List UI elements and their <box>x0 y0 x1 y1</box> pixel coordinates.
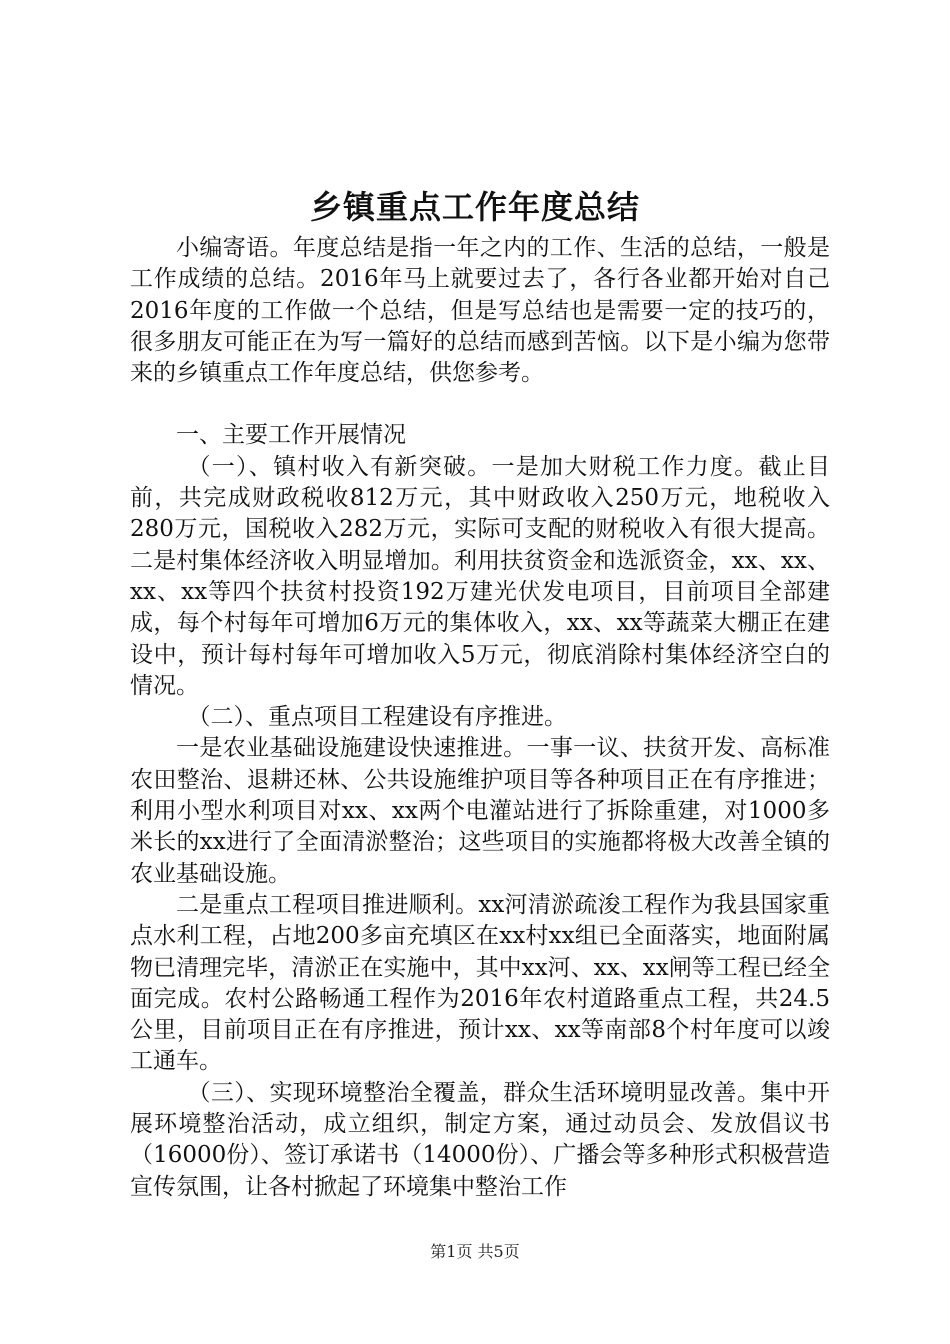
paragraph-key-engineering-projects: 二是重点工程项目推进顺利。xx河清淤疏浚工程作为我县国家重点水利工程，占地200多亩充填区在xx村xx组已全面落实，地面附属物已清理完毕，清淤正在实施中，其中xx河、xx、xx闸等工程已经全面完成。农村公路畅通工程作为2016年农村道路重点工程，共24.5公里，目前项目正在有序推进，预计xx、xx等南部8个村年度可以竣工通车。 <box>130 891 830 1075</box>
paragraph-agricultural-infrastructure: 一是农业基础设施建设快速推进。一事一议、扶贫开发、高标准农田整治、退耕还林、公共设施维护项目等各种项目正在有序推进；利用小型水利项目对xx、xx两个电灌站进行了拆除重建，对1000多米长的xx进行了全面清淤整治；这些项目的实施都将极大改善全镇的农业基础设施。 <box>130 735 830 887</box>
subheading-key-projects: （二）、重点项目工程建设有序推进。 <box>187 704 567 731</box>
paragraph-income-breakthrough: （一）、镇村收入有新突破。一是加大财税工作力度。截止目前，共完成财政税收812万元，其中财政收入250万元，地税收入280万元，国税收入282万元，实际可支配的财税收入有很大提高。二是村集体经济收入明显增加。利用扶贫资金和选派资金，xx、xx、xx、xx等四个扶贫村投资192万建光伏发电项目，目前项目全部建成，每个村每年可增加6万元的集体收入，xx、xx等蔬菜大棚正在建设中，预计每村每年可增加收入5万元，彻底消除村集体经济空白的情况。 <box>130 453 830 699</box>
intro-paragraph: 小编寄语。年度总结是指一年之内的工作、生活的总结，一般是工作成绩的总结。2016年马上就要过去了，各行各业都开始对自己2016年度的工作做一个总结，但是写总结也是需要一定的技巧的，很多朋友可能正在为写一篇好的总结而感到苦恼。以下是小编为您带来的乡镇重点工作年度总结，供您参考。 <box>130 235 830 387</box>
document-body <box>130 233 830 1203</box>
paragraph-environment-improvement: （三）、实现环境整治全覆盖，群众生活环境明显改善。集中开展环境整治活动，成立组织，制定方案，通过动员会、发放倡议书（16000份）、签订承诺书（14000份）、广播会等多种形式积极营造宣传氛围，让各村掀起了环境集中整治工作 <box>130 1079 830 1200</box>
page-number-footer: 第1页 共5页 <box>430 1242 520 1261</box>
section-heading-main-work: 一、主要工作开展情况 <box>176 422 406 449</box>
document-title: 乡镇重点工作年度总结 <box>309 188 640 226</box>
